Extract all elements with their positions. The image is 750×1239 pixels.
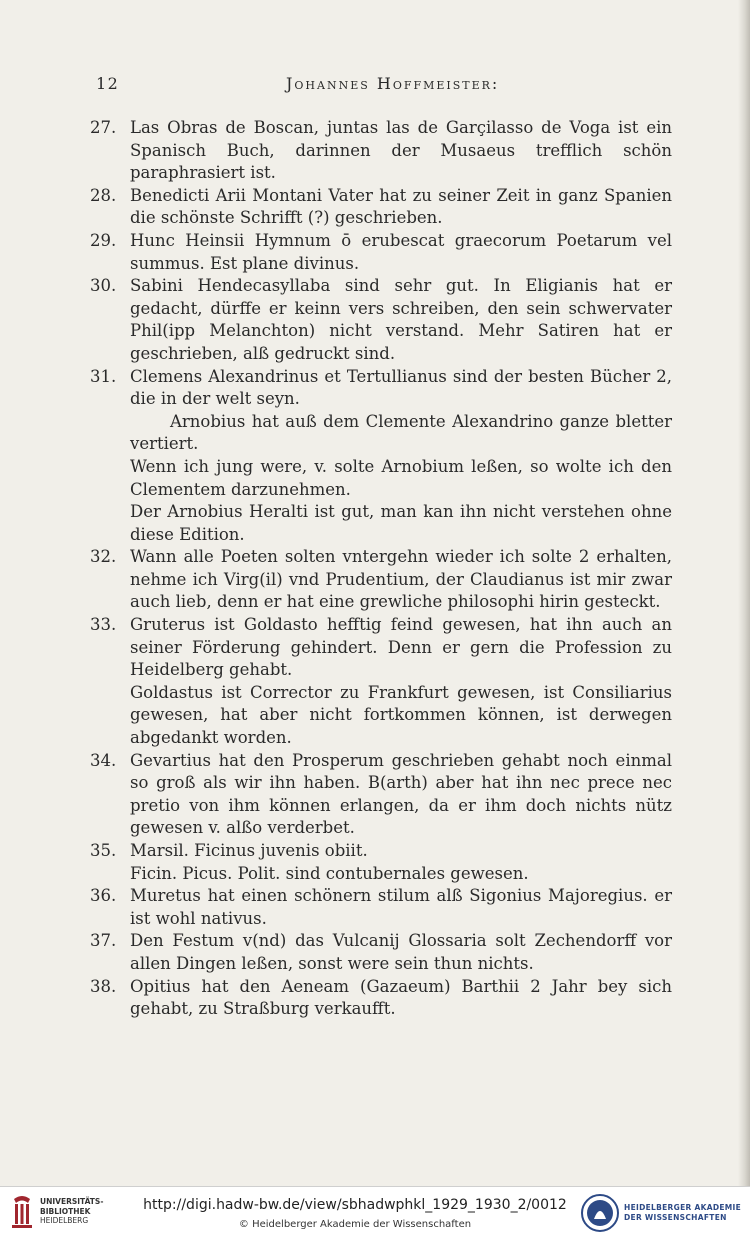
running-title: Johannes Hoffmeister: [286, 74, 500, 93]
entry-text: Wann alle Poeten solten vntergehn wieder ich solte 2 erhalten, nehme ich Virg(il) vnd Prudentium, der Claudianus ist mir zwar auch lieb, denn er hat eine grewliche philosophi hirin gesteckt. [130, 547, 672, 612]
entry-number: 36. [90, 886, 117, 906]
entry-number: 38. [90, 976, 117, 996]
entry-text: Benedicti Arii Montani Vater hat zu seiner Zeit in ganz Spanien die schönste Schrifft (?) geschrieben. [130, 185, 672, 228]
entry-text: Clemens Alexandrinus et Tertullianus sind der besten Bücher 2, die in der welt seyn. [130, 366, 672, 409]
entry-text: Hunc Heinsii Hymnum ō erubescat graecorum Poetarum vel summus. Est plane divinus. [130, 230, 672, 273]
entry-number: 27. [90, 118, 117, 137]
entry-text: Gruterus ist Goldasto hefftig feind gewesen, hat ihn auch an seiner Förderung gehindert. Denn er gern die Profession zu Heidelberg gehabt. [130, 615, 672, 680]
copyright-notice: © Heidelberger Akademie der Wissenschaften [238, 1219, 472, 1230]
page-number: 12 [96, 74, 120, 93]
entry-text: Opitius hat den Aeneam (Gazaeum) Barthii 2 Jahr bey sich gehabt, zu Straßburg verkaufft. [130, 976, 672, 1019]
entry-item [90, 750, 672, 840]
entry-text: Der Arnobius Heralti ist gut, man kan ihn nicht verstehen ohne diese Edition. [130, 502, 672, 544]
academy-line: DER WISSENSCHAFTEN [624, 1213, 727, 1222]
entry-item [90, 614, 672, 750]
entry-number: 37. [90, 931, 117, 951]
page-edge [738, 0, 750, 1186]
entry-item [90, 546, 672, 614]
entry-number: 29. [90, 230, 117, 250]
entry-item [90, 117, 672, 185]
source-url-link[interactable]: http://digi.hadw-bw.de/view/sbhadwphkl_1929_1930_2/0012 [143, 1197, 567, 1213]
entry-text: Gevartius hat den Prosperum geschrieben gehabt noch einmal so groß als wir ihn haben. B(arth) aber hat ihn nec prece nec pretio von ihm können erlangen, da er ihm doch nichts nütz gewesen v. alßo verderbet. [130, 750, 672, 838]
entry-number: 34. [90, 750, 117, 770]
entry-item [90, 275, 672, 365]
entry-text: Goldastus ist Corrector zu Frankfurt gewesen, ist Consiliarius gewesen, hat aber nicht fortkommen können, ist derwegen abgedankt worden. [130, 682, 672, 748]
entry-item [90, 185, 672, 230]
entry-number: 33. [90, 615, 117, 635]
entry-item [90, 885, 672, 930]
entry-item [90, 840, 672, 885]
entry-number: 28. [90, 185, 117, 205]
university-line: HEIDELBERG [40, 1216, 89, 1225]
entry-item [90, 976, 672, 1021]
entry-list [90, 117, 672, 1021]
entry-number: 32. [90, 547, 117, 567]
entry-item [90, 366, 672, 547]
academy-line: HEIDELBERGER AKADEMIE [624, 1203, 742, 1212]
entry-text: Sabini Hendecasyllaba sind sehr gut. In Eligianis hat er gedacht, dürffe er keinn vers schreiben, den sein schwervater Phil(ipp Melanchton) nicht verstand. Mehr Satiren hat er geschrieben, alß gedruckt sind. [130, 276, 672, 363]
entry-text: Las Obras de Boscan, juntas las de Garçilasso de Voga ist ein Spanisch Buch, darinnen der Musaeus trefflich schön paraphrasiert ist. [130, 118, 672, 183]
footer-bar [0, 1186, 750, 1239]
entry-item [90, 930, 672, 975]
entry-text: Den Festum v(nd) das Vulcanij Glossaria solt Zechendorff vor allen Dingen leßen, sonst were sein thun nichts. [130, 931, 672, 973]
entry-text: Marsil. Ficinus juvenis obiit. [130, 841, 368, 860]
university-library-label [40, 1197, 103, 1226]
academy-label [624, 1203, 741, 1223]
academy-seal-icon [580, 1193, 620, 1233]
entry-number: 30. [90, 276, 117, 296]
entry-text: Wenn ich jung were, v. solte Arnobium leßen, so wolte ich den Clementem darzunehmen. [130, 456, 672, 499]
entry-number: 31. [90, 366, 117, 386]
entry-number: 35. [90, 841, 117, 860]
entry-text: Muretus hat einen schönern stilum alß Sigonius Majoregius. er ist wohl nativus. [130, 886, 672, 928]
university-library-logo-icon [8, 1195, 36, 1231]
running-header [96, 74, 676, 98]
entry-text: Arnobius hat auß dem Clemente Alexandrino ganze bletter vertiert. [130, 411, 672, 454]
university-line: UNIVERSITÄTS- [40, 1197, 104, 1206]
entry-item [90, 230, 672, 275]
university-line: BIBLIOTHEK [40, 1206, 91, 1216]
entry-text: Ficin. Picus. Polit. sind contubernales gewesen. [130, 863, 529, 883]
